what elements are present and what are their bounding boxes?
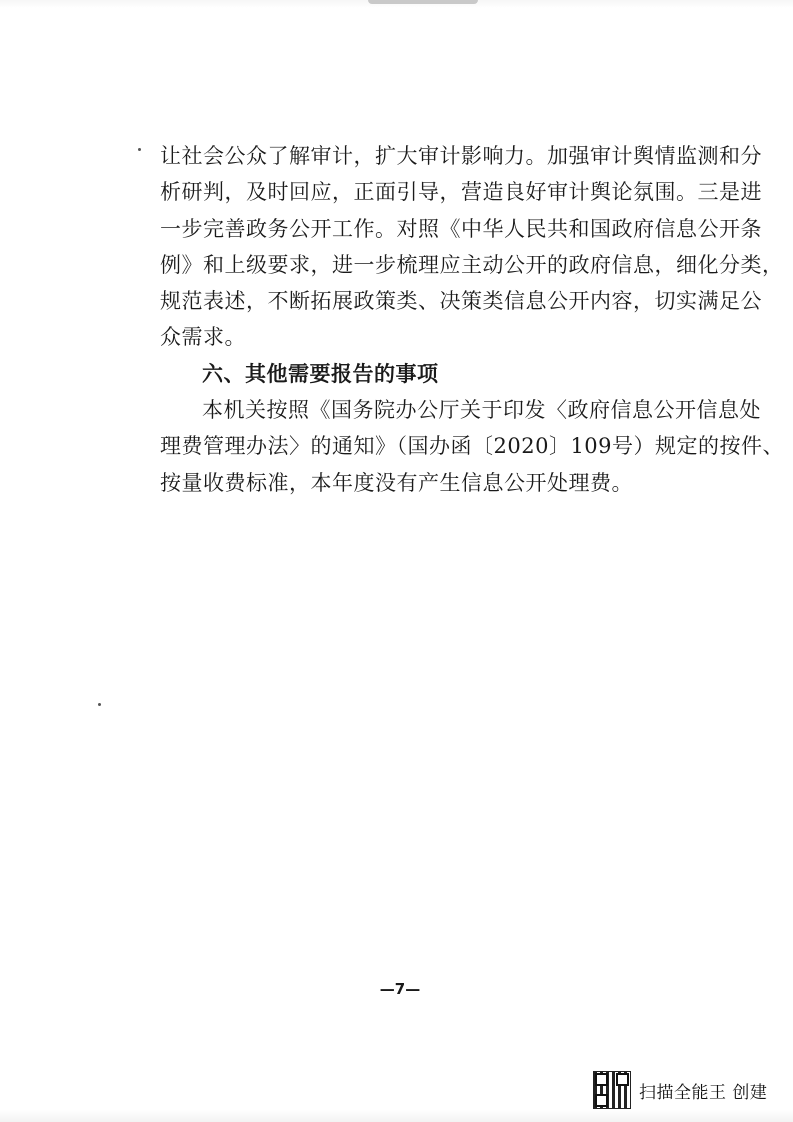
scan-edge-mark (368, 0, 478, 4)
paragraph-line: 本机关按照《国务院办公厅关于印发〈政府信息公开信息处 (202, 398, 761, 423)
paragraph-line: 让社会公众了解审计，扩大审计影响力。加强审计舆情监测和分 (160, 144, 762, 168)
qr-code-icon (593, 1071, 631, 1109)
paragraph-line: 例》和上级要求，进一步梳理应主动公开的政府信息，细化分类， (160, 252, 784, 277)
watermark-text: 扫描全能王 创建 (639, 1082, 768, 1103)
scanner-watermark (593, 1068, 783, 1112)
paragraph-line: 规范表述，不断拓展政策类、决策类信息公开内容，切实满足公 (160, 289, 762, 314)
paragraph-line: 析研判，及时回应，正面引导，营造良好审计舆论氛围。三是进 (160, 180, 762, 205)
paragraph-line: 理费管理办法〉的通知》（国办函〔2020〕109号）规定的按件、 (160, 434, 785, 459)
scan-speck (98, 703, 101, 706)
page-number: —7— (379, 980, 421, 998)
paragraph-line: 众需求。 (160, 325, 246, 350)
document-body (160, 138, 785, 501)
paragraph-line: 按量收费标准，本年度没有产生信息公开处理费。 (160, 470, 633, 495)
scan-speck (138, 148, 141, 151)
section-heading: 六、其他需要报告的事项 (202, 360, 439, 386)
paragraph-line: 一步完善政务公开工作。对照《中华人民共和国政府信息公开条 (160, 216, 762, 241)
